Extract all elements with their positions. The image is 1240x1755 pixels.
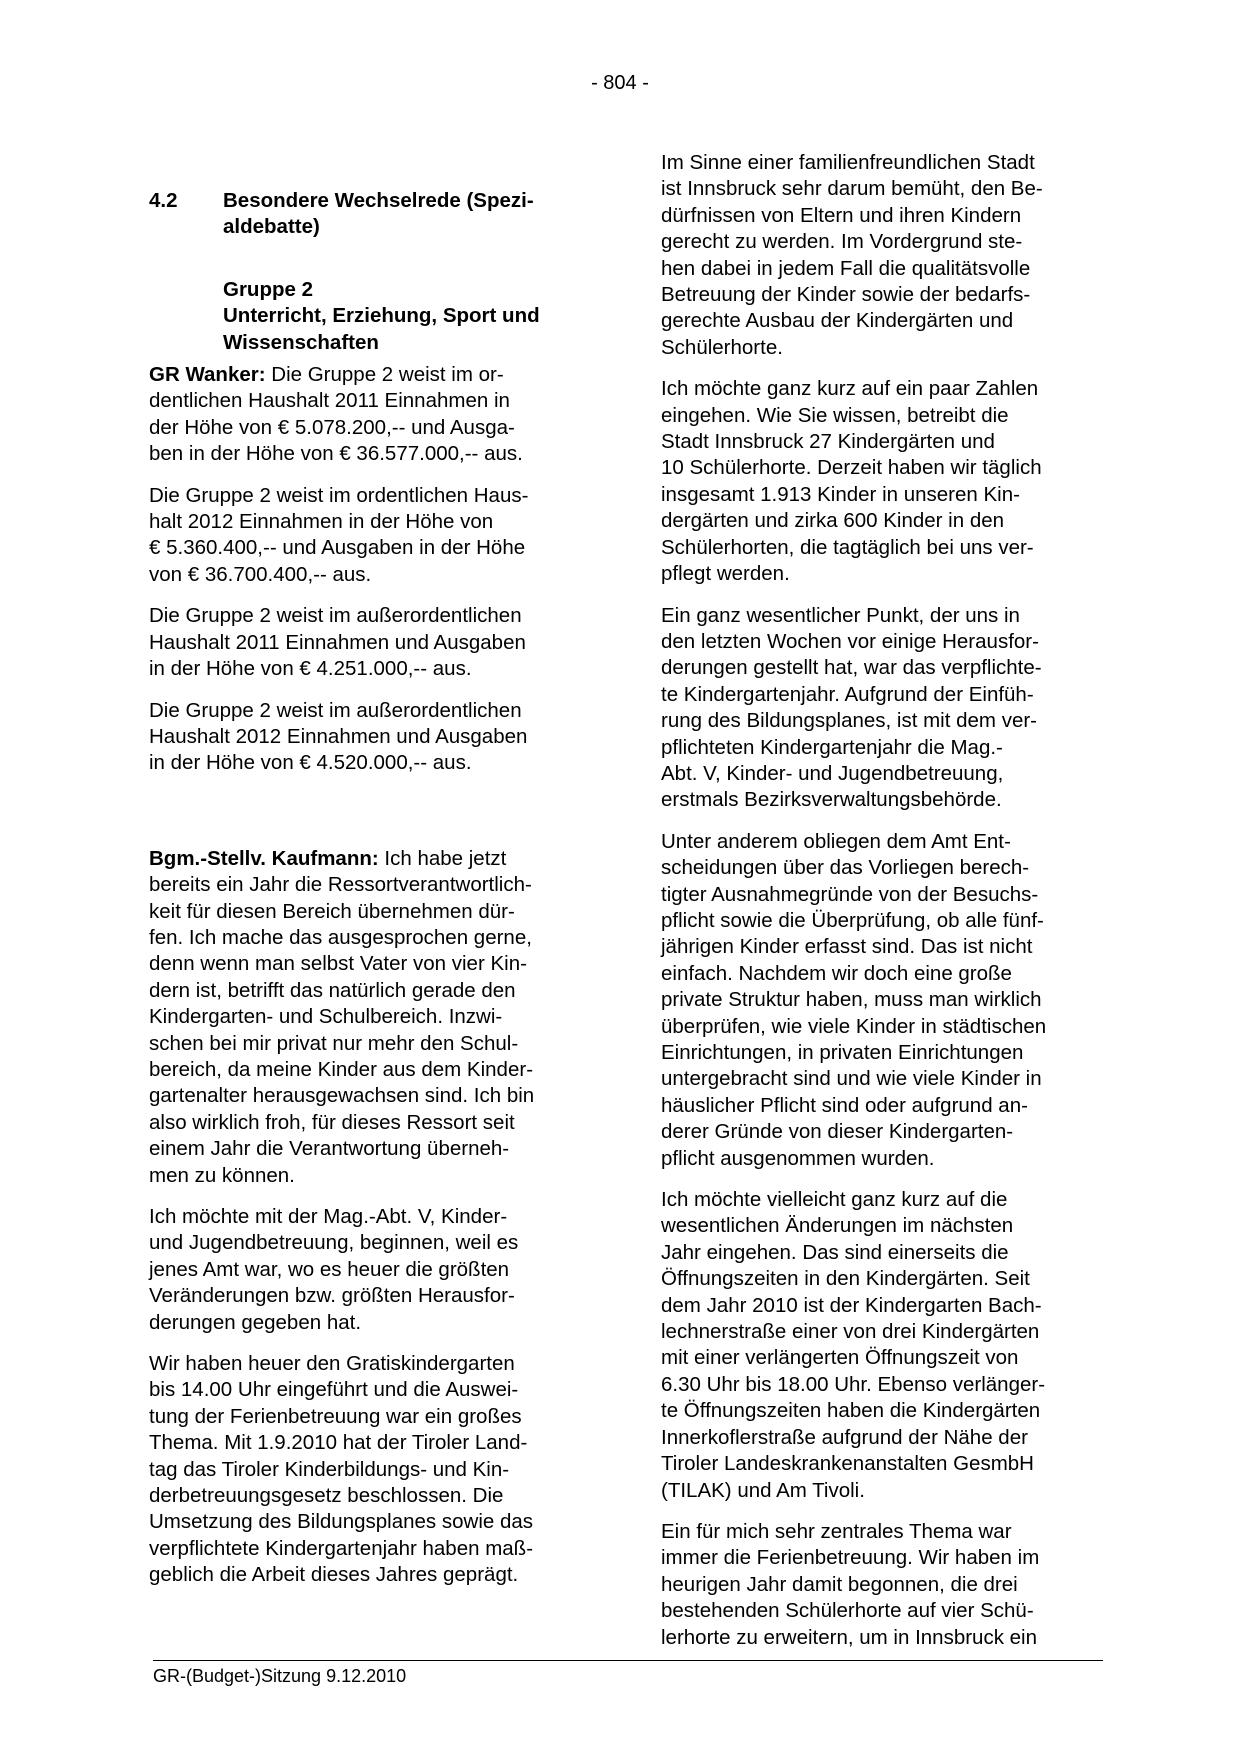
paragraph: Die Gruppe 2 weist im ordentlichen Haus- halt 2012 Einnahmen in der Höhe von € 5.360.400,-- und Ausgaben in der Höhe von € 36.700.400,-- aus.	[149, 483, 529, 586]
paragraph: Ich möchte vielleicht ganz kurz auf die wesentlichen Änderungen im nächsten Jahr eingehen. Das sind einerseits die Öffnungszeiten in den Kindergärten. Seit dem Jahr 2010 ist der Kindergarten Bach- lechnerstraße einer von drei Kindergärten mit einer verlängerten Öffnungszeit von 6.30 Uhr bis 18.00 Uhr. Ebenso verlänger- te Öffnungszeiten haben die Kindergärten Innerkoflerstraße aufgrund der Nähe der Tiroler Landeskrankenanstalten GesmbH (TILAK) und Am Tivoli.	[661, 1188, 1046, 1502]
page-number: - 804 -	[591, 72, 649, 94]
paragraph: Im Sinne einer familienfreundlichen Stadt ist Innsbruck sehr darum bemüht, den Be- dürfnissen von Eltern und ihren Kindern gerecht zu werden. Im Vordergrund ste- hen dabei in jedem Fall die qualitätsvolle Betreuung der Kinder sowie der bedarfs- gerechte Ausbau der Kindergärten und Schülerhorte.	[661, 151, 1043, 359]
footer-divider	[153, 1660, 1103, 1661]
paragraph: Wir haben heuer den Gratiskindergarten bis 14.00 Uhr eingeführt und die Auswei- tung der Ferienbetreuung war ein großes Thema. Mit 1.9.2010 hat der Tiroler Land- tag das Tiroler Kinderbildungs- und Kin- derbetreuungsgesetz beschlossen. Die Umsetzung des Bildungsplanes sowie das verpflichtete Kindergartenjahr haben maß- geblich die Arbeit dieses Jahres geprägt.	[149, 1352, 534, 1587]
right-column	[661, 150, 1101, 1666]
paragraph: Die Gruppe 2 weist im außerordentlichen Haushalt 2011 Einnahmen und Ausgaben in der Höhe von € 4.251.000,-- aus.	[149, 604, 526, 681]
paragraph-wanker: GR Wanker: Die Gruppe 2 weist im or- dentlichen Haushalt 2011 Einnahmen in der Höhe von € 5.078.200,-- und Ausga- ben in der Höhe von € 36.577.000,-- aus.	[149, 363, 523, 466]
speaker-name: GR Wanker:	[149, 363, 266, 387]
paragraph: Ich möchte mit der Mag.-Abt. V, Kinder- und Jugendbetreuung, beginnen, weil es jenes Amt war, wo es heuer die größten Veränderungen bzw. größten Herausfor- derungen gegeben hat.	[149, 1205, 519, 1334]
left-column	[149, 148, 589, 1604]
section-title: Besondere Wechselrede (Spezi- aldebatte)	[223, 189, 534, 239]
footer-text: GR-(Budget-)Sitzung 9.12.2010	[153, 1666, 407, 1686]
paragraph-kaufmann: Bgm.-Stellv. Kaufmann: Ich habe jetzt bereits ein Jahr die Ressortverantwortlich- keit für diesen Bereich übernehmen dür- fen. Ich mache das ausgesprochen gerne, denn wenn man selbst Vater von vier Kin- dern ist, betrifft das natürlich gerade den Kindergarten- und Schulbereich. Inzwi- schen bei mir privat nur mehr den Schul- bereich, da meine Kinder aus dem Kinder- gartenalter herausgewachsen sind. Ich bin also wirklich froh, für dieses Ressort seit einem Jahr die Verantwortung überneh- men zu können.	[149, 846, 535, 1187]
group-heading: Gruppe 2 Unterricht, Erziehung, Sport und Wissenschaften	[223, 277, 540, 354]
paragraph: Ein ganz wesentlicher Punkt, der uns in den letzten Wochen vor einige Herausfor- derungen gestellt hat, war das verpflichte- te Kindergartenjahr. Aufgrund der Einfüh- rung des Bildungsplanes, ist mit dem ver- pflichteten Kindergartenjahr die Mag.- Abt. V, Kinder- und Jugendbetreuung, erstmals Bezirksverwaltungsbehörde.	[661, 603, 1042, 812]
paragraph: Unter anderem obliegen dem Amt Ent- scheidungen über das Vorliegen berech- tigter Ausnahmegründe von der Besuchs- pflicht sowie die Überprüfung, ob alle fünf- jährigen Kinder erfasst sind. Das ist nicht einfach. Nachdem wir doch eine große private Struktur haben, muss man wirklich überprüfen, wie viele Kinder in städtischen Einrichtungen, in privaten Einrichtungen untergebracht sind und wie viele Kinder in häuslicher Pflicht sind oder aufgrund an- derer Gründe von dieser Kindergarten- pflicht ausgenommen wurden.	[661, 829, 1047, 1170]
section-heading	[149, 188, 589, 241]
paragraph: Ein für mich sehr zentrales Thema war immer die Ferienbetreuung. Wir haben im heurigen Jahr damit begonnen, die drei bestehenden Schülerhorte auf vier Schü- lerhorte zu erweitern, um in Innsbruck ein	[661, 1519, 1040, 1649]
speaker-name: Bgm.-Stellv. Kaufmann:	[149, 846, 379, 870]
section-number: 4.2	[149, 189, 178, 212]
paragraph: Die Gruppe 2 weist im außerordentlichen Haushalt 2012 Einnahmen und Ausgaben in der Höhe von € 4.520.000,-- aus.	[149, 698, 528, 775]
paragraph: Ich möchte ganz kurz auf ein paar Zahlen eingehen. Wie Sie wissen, betreibt die Stadt Innsbruck 27 Kindergärten und 10 Schülerhorte. Derzeit haben wir täglich insgesamt 1.913 Kinder in unseren Kin- dergärten und zirka 600 Kinder in den Schülerhorten, die tagtäglich bei uns ver- pflegt werden.	[661, 377, 1042, 586]
